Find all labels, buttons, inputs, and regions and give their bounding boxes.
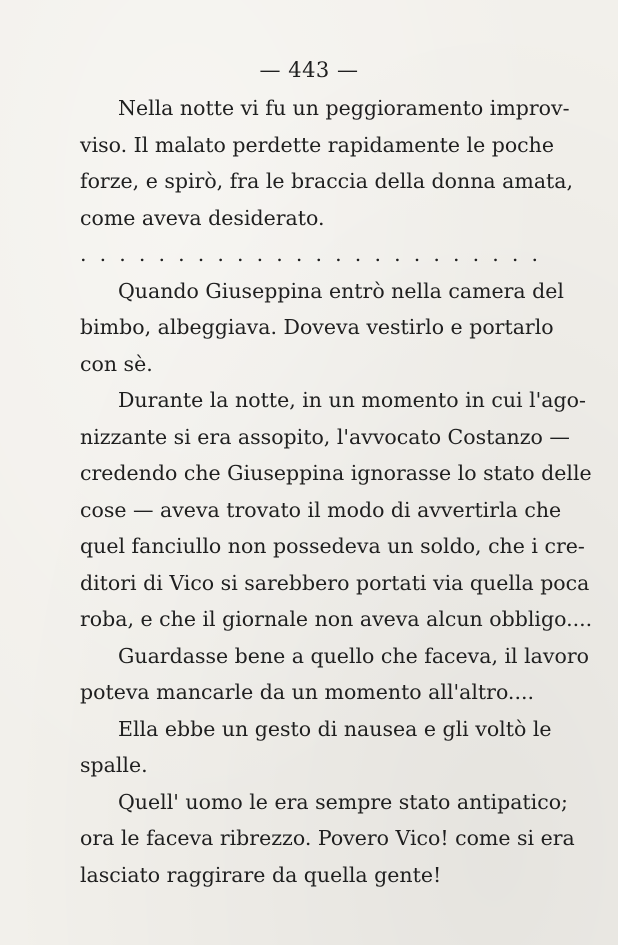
text-line: nizzante si era assopito, l'avvocato Costanzo — (80, 424, 570, 449)
text-line: bimbo, albeggiava. Doveva vestirlo e portarlo (80, 315, 554, 339)
text-line: come aveva desiderato. (80, 205, 325, 230)
text-line: spalle. (80, 753, 148, 777)
text-line: ora le faceva ribrezzo. Povero Vico! come si era (80, 826, 575, 850)
text-line: credendo che Giuseppina ignorasse lo stato delle (80, 461, 592, 485)
page-body (80, 90, 593, 893)
text-line: Quando Giuseppina entrò nella camera del (118, 278, 564, 303)
text-line: Guardasse bene a quello che faceva, il lavoro (118, 643, 589, 668)
text-line: quel fanciullo non possedeva un soldo, che i cre- (80, 534, 585, 558)
section-divider-dots: . . . . . . . . . . . . . . . . . . . . . . . . (80, 242, 538, 266)
text-line: roba, e che il giornale non aveva alcun obbligo.... (80, 607, 593, 631)
text-line: viso. Il malato perdette rapidamente le poche (80, 132, 555, 157)
text-line: Durante la notte, in un momento in cui l'ago- (118, 388, 586, 412)
text-line: poteva mancarle da un momento all'altro.... (80, 680, 534, 704)
text-line: ditori di Vico si sarebbero portati via quella poca (80, 570, 590, 595)
text-line: Nella notte vi fu un peggioramento improv- (118, 96, 570, 120)
text-line: Quell' uomo le era sempre stato antipatico; (118, 789, 568, 814)
text-line: con sè. (80, 351, 153, 376)
text-line: forze, e spirò, fra le braccia della donna amata, (80, 169, 574, 193)
text-line: cose — aveva trovato il modo di avvertirla che (80, 497, 562, 522)
text-line: lasciato raggirare da quella gente! (80, 862, 442, 887)
page-number: — 443 — (259, 58, 359, 82)
text-line: Ella ebbe un gesto di nausea e gli voltò le (118, 716, 552, 741)
